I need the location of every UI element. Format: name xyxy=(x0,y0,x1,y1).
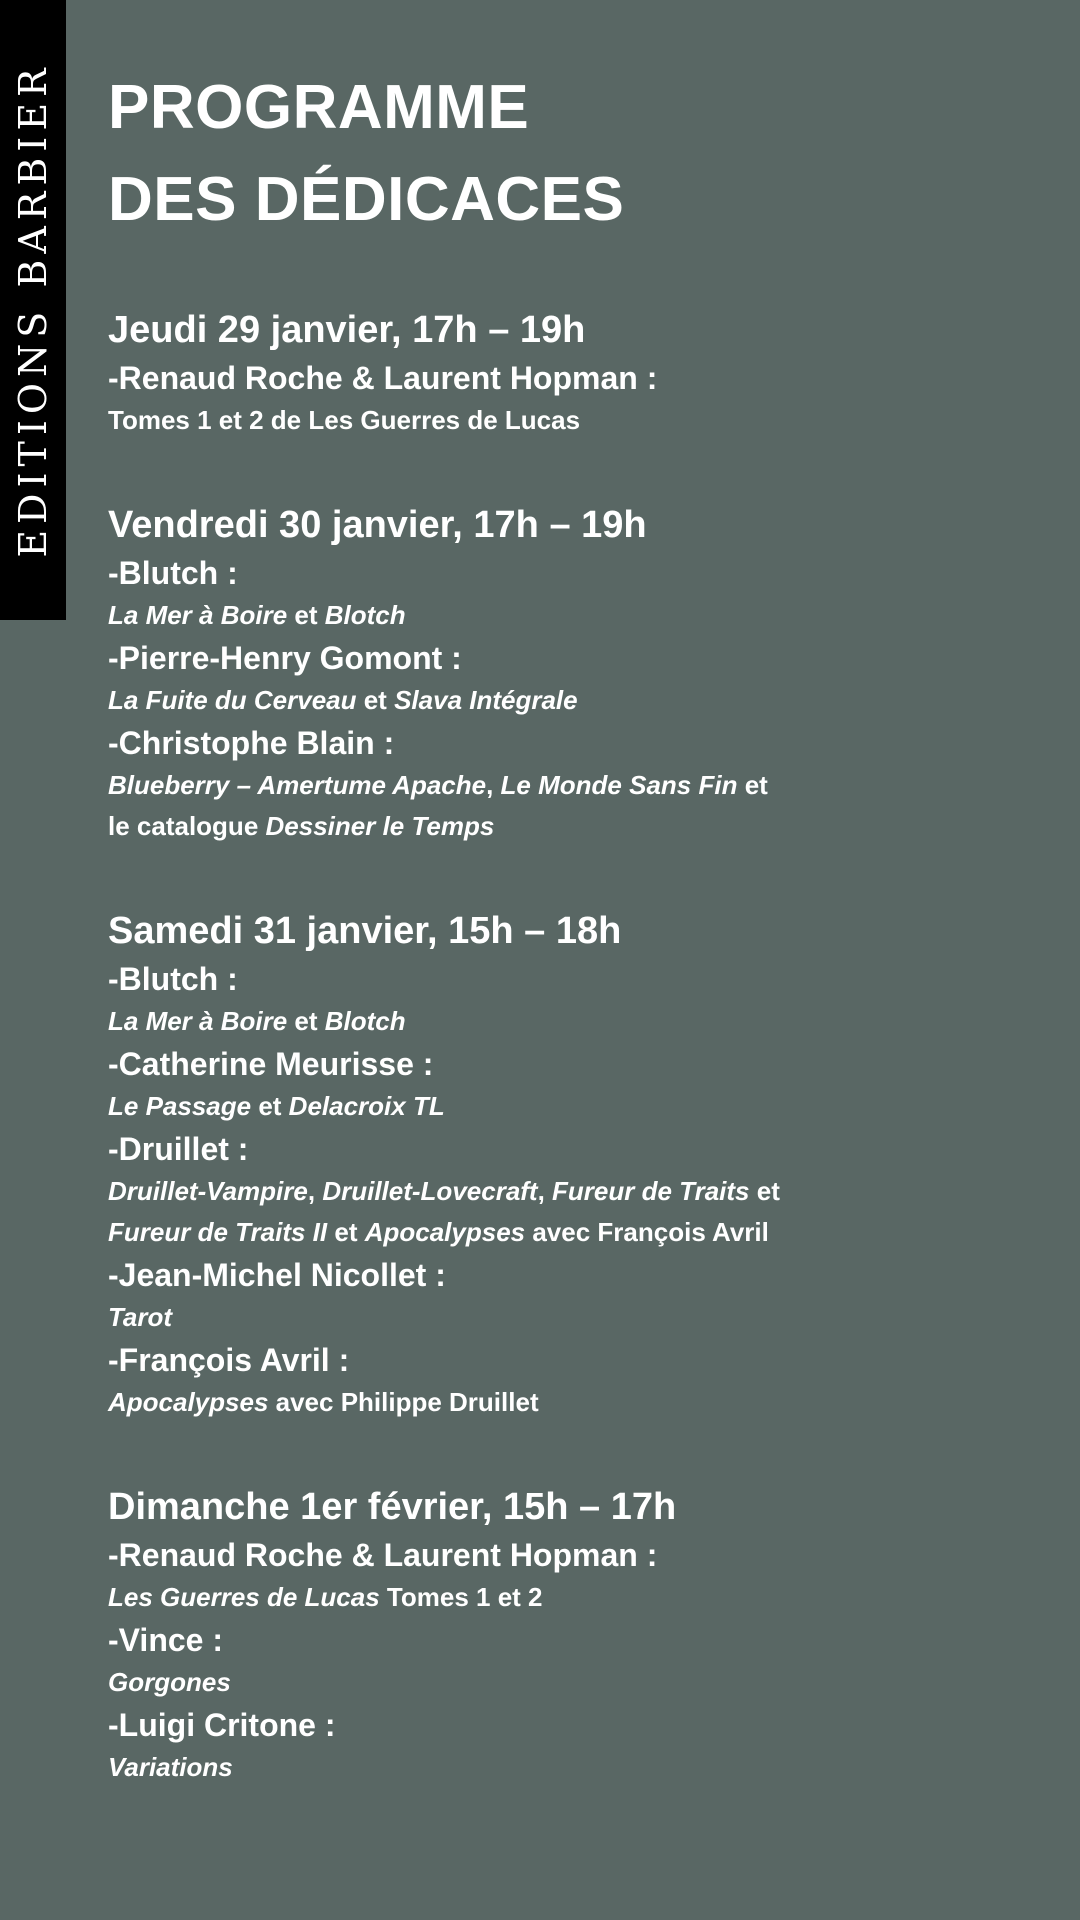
book-title: Blotch xyxy=(324,1006,406,1036)
works-line xyxy=(108,765,1048,806)
day-heading: Dimanche 1er février, 15h – 17h xyxy=(108,1486,677,1528)
works-text: et xyxy=(356,685,395,715)
book-title: Dessiner le Temps xyxy=(265,811,495,841)
author-name: -Jean-Michel Nicollet : xyxy=(108,1257,446,1293)
works-line xyxy=(108,1171,1048,1212)
author-name: -Pierre-Henry Gomont : xyxy=(108,640,462,676)
works-line xyxy=(108,1297,1048,1338)
works-line xyxy=(108,1086,1048,1127)
works-text: , xyxy=(307,1176,323,1206)
author-name: -Vince : xyxy=(108,1622,223,1658)
works-line xyxy=(108,1577,1048,1618)
author-name: -Luigi Critone : xyxy=(108,1707,336,1743)
author-name: -Renaud Roche & Laurent Hopman : xyxy=(108,1537,658,1573)
day-section xyxy=(108,304,1048,441)
works-line xyxy=(108,1382,1048,1423)
author-name: -Christophe Blain : xyxy=(108,725,395,761)
book-title: Fureur de Traits xyxy=(552,1176,750,1206)
book-title: La Mer à Boire xyxy=(108,1006,288,1036)
book-title: Les Guerres de Lucas xyxy=(108,1582,380,1612)
book-title: Blueberry – Amertume Apache xyxy=(108,770,487,800)
book-title: Apocalypses xyxy=(108,1387,269,1417)
book-title: Fureur de Traits II xyxy=(108,1217,328,1247)
works-line xyxy=(108,595,1048,636)
works-text: et xyxy=(737,770,768,800)
works-text: et xyxy=(287,1006,325,1036)
works-line xyxy=(108,1747,1048,1788)
day-section xyxy=(108,499,1048,847)
works-line xyxy=(108,400,1048,441)
works-text: le catalogue xyxy=(108,811,266,841)
book-title: Variations xyxy=(108,1752,233,1782)
works-text: , xyxy=(537,1176,553,1206)
book-title: Apocalypses xyxy=(364,1217,526,1247)
works-line xyxy=(108,1001,1048,1042)
works-text: , xyxy=(486,770,501,800)
works-line xyxy=(108,1212,1048,1253)
book-title: Delacroix TL xyxy=(288,1091,445,1121)
works-text: et xyxy=(251,1091,289,1121)
day-heading: Vendredi 30 janvier, 17h – 19h xyxy=(108,504,647,546)
brand-logo-band xyxy=(0,0,66,620)
works-line xyxy=(108,1662,1048,1703)
book-title: Druillet-Vampire xyxy=(108,1176,308,1206)
works-text: avec Philippe Druillet xyxy=(268,1387,539,1417)
book-title: Slava Intégrale xyxy=(394,685,578,715)
author-name: -Blutch : xyxy=(108,555,238,591)
day-section xyxy=(108,905,1048,1423)
works-line xyxy=(108,806,1048,847)
day-heading: Jeudi 29 janvier, 17h – 19h xyxy=(108,309,586,351)
author-name: -Renaud Roche & Laurent Hopman : xyxy=(108,360,658,396)
page-title-line: DES DÉDICACES xyxy=(108,165,625,234)
program-content xyxy=(108,62,1048,1788)
book-title: Druillet-Lovecraft xyxy=(322,1176,538,1206)
works-text: Tomes 1 et 2 de Les Guerres de Lucas xyxy=(108,405,581,435)
day-section xyxy=(108,1481,1048,1788)
works-text: et xyxy=(327,1217,365,1247)
works-text: et xyxy=(287,600,325,630)
book-title: Le Passage xyxy=(108,1091,252,1121)
book-title: Blotch xyxy=(324,600,406,630)
book-title: Tarot xyxy=(108,1302,173,1332)
works-text: et xyxy=(749,1176,780,1206)
works-text: Tomes 1 et 2 xyxy=(379,1582,543,1612)
book-title: Le Monde Sans Fin xyxy=(500,770,738,800)
works-text: avec François Avril xyxy=(525,1217,769,1247)
author-name: -Druillet : xyxy=(108,1131,249,1167)
book-title: Gorgones xyxy=(108,1667,231,1697)
day-heading: Samedi 31 janvier, 15h – 18h xyxy=(108,910,622,952)
page-title-line: PROGRAMME xyxy=(108,73,530,142)
author-name: -Catherine Meurisse : xyxy=(108,1046,434,1082)
book-title: La Mer à Boire xyxy=(108,600,288,630)
author-name: -Blutch : xyxy=(108,961,238,997)
brand-logo: EDITIONS BARBIER xyxy=(11,62,55,558)
book-title: La Fuite du Cerveau xyxy=(108,685,357,715)
days-list xyxy=(108,304,1048,1788)
works-line xyxy=(108,680,1048,721)
page-title xyxy=(108,62,1048,246)
author-name: -François Avril : xyxy=(108,1342,350,1378)
